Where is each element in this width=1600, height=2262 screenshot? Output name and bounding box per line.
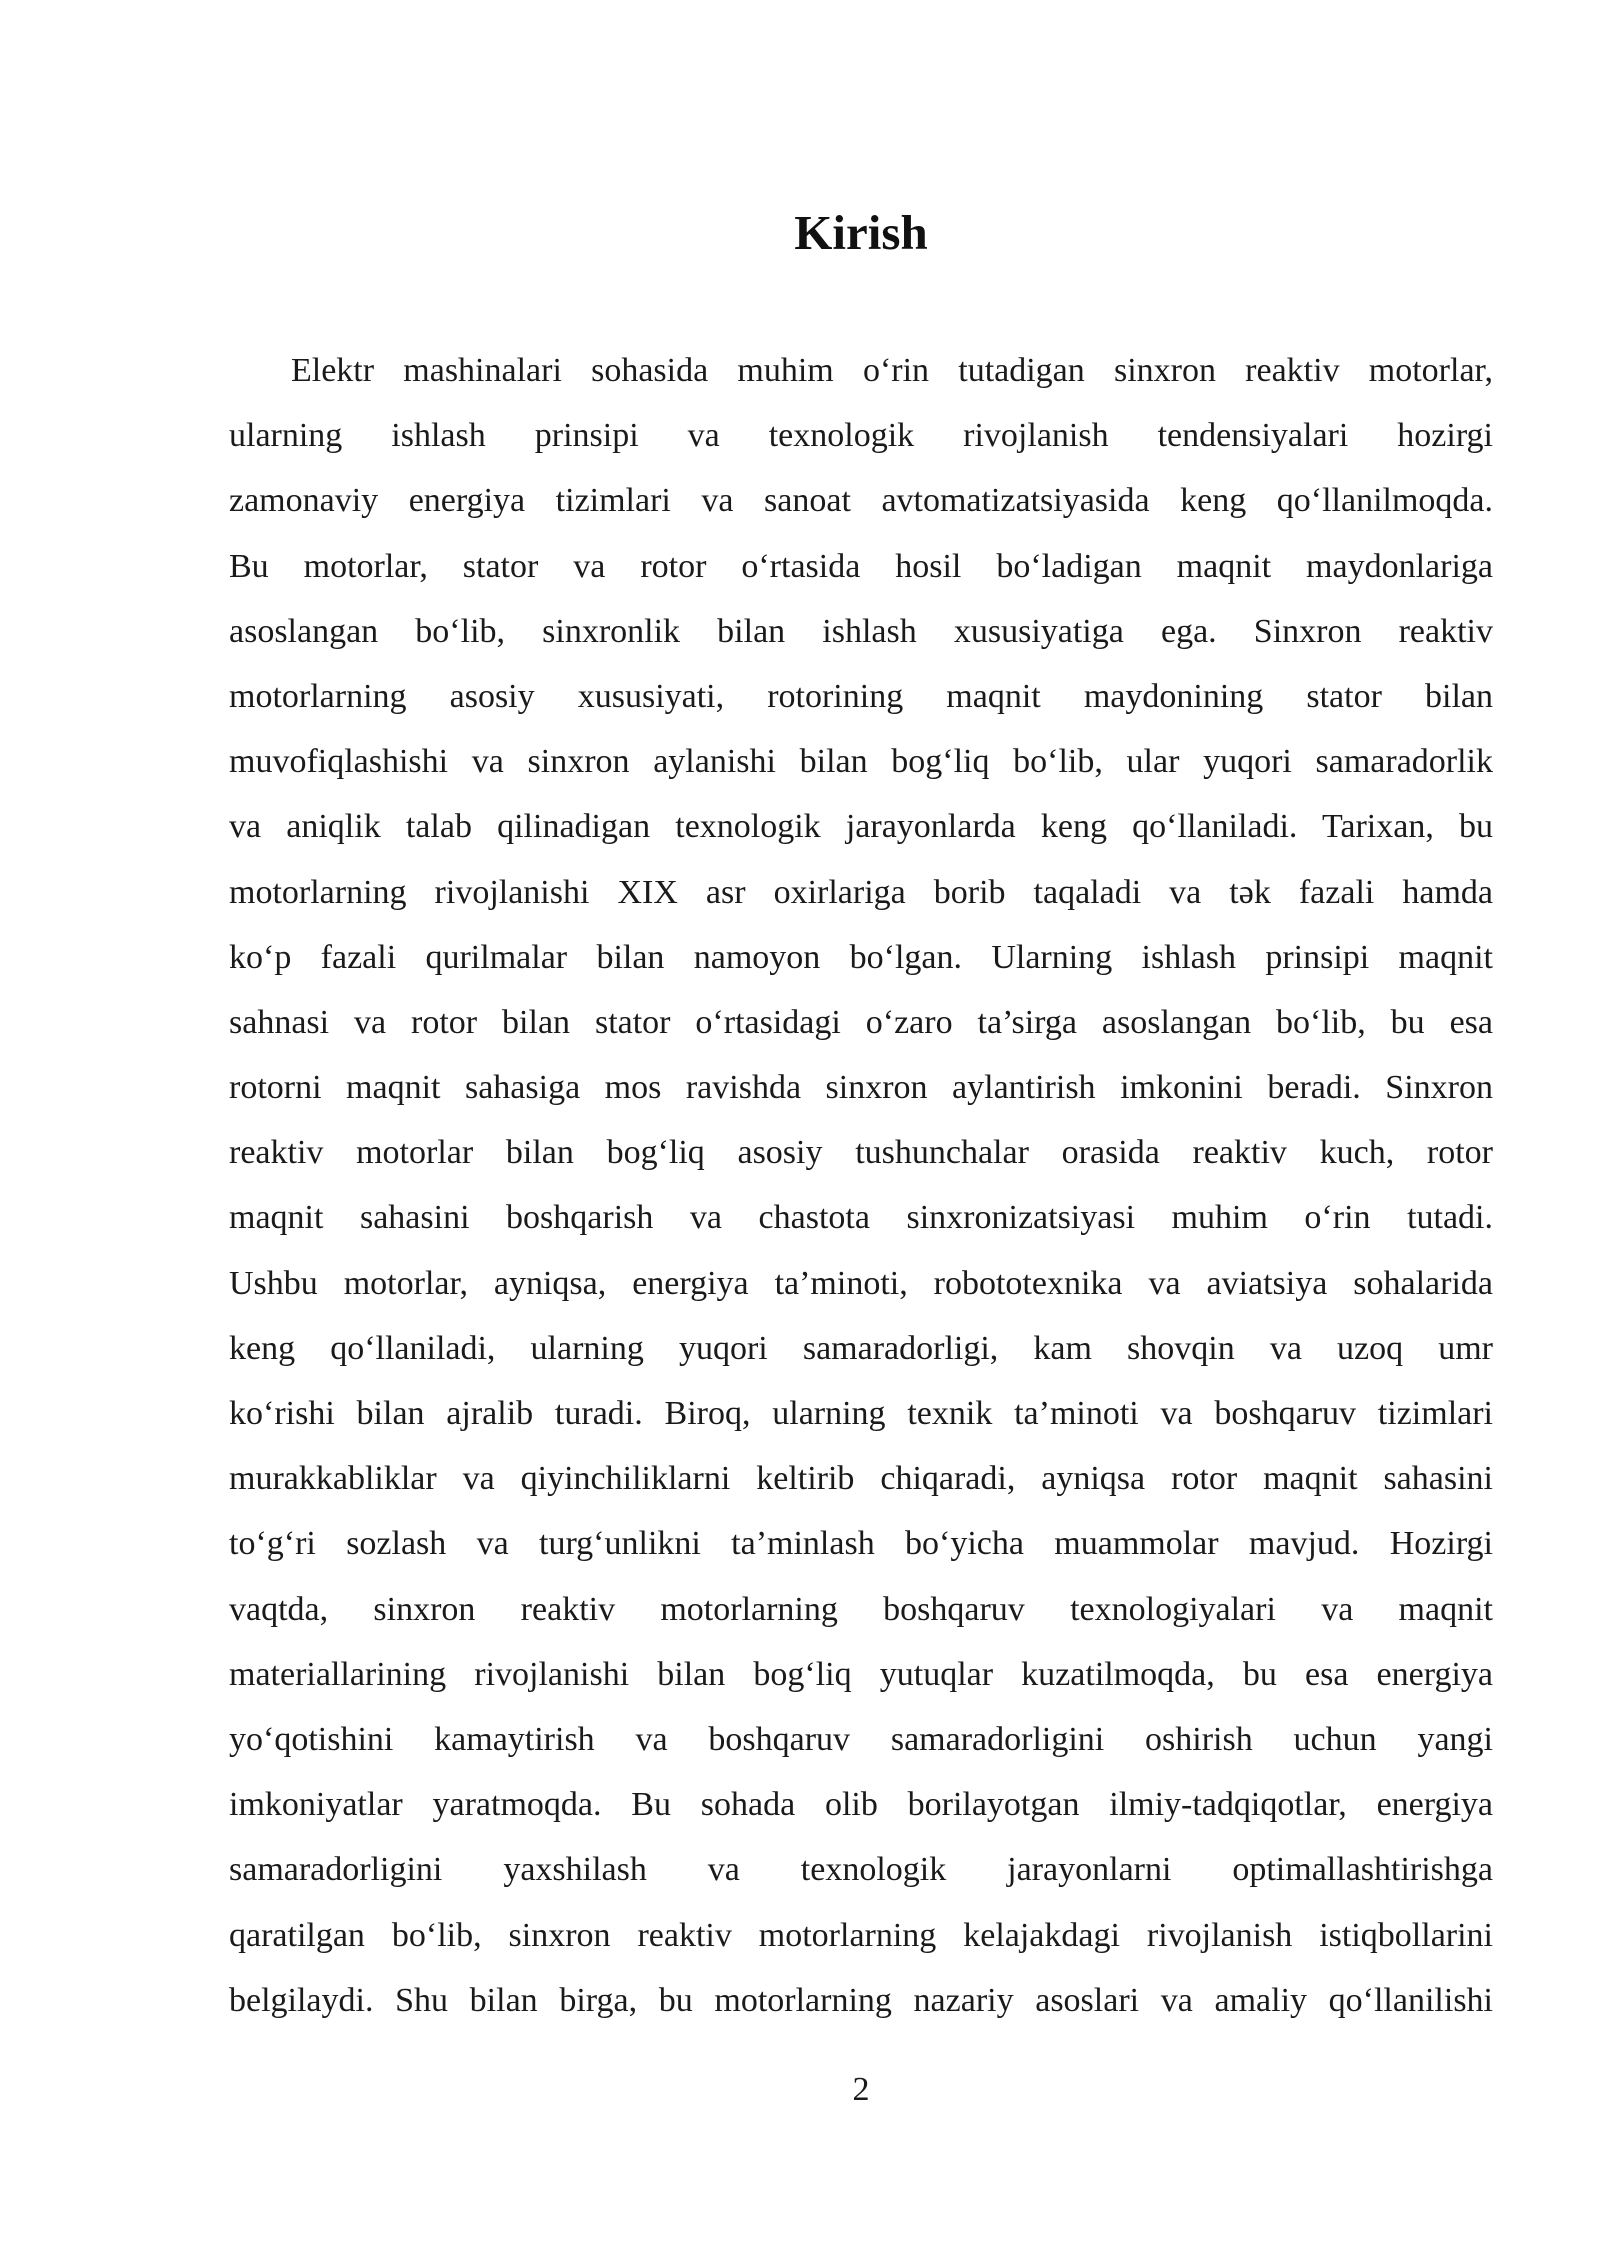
paragraph-line: vaqtda, sinxron reaktiv motorlarning boshqaruv texnologiyalari va maqnit [229,1590,1493,1628]
paragraph-line: zamonaviy energiya tizimlari va sanoat avtomatizatsiyasida keng qo‘llanilmoqda. [229,482,1493,520]
paragraph-line: motorlarning rivojlanishi XIX asr oxirlariga borib taqaladi va tək fazali hamda [229,873,1493,911]
paragraph-line: ularning ishlash prinsipi va texnologik rivojlanish tendensiyalari hozirgi [229,417,1493,455]
paragraph-line: to‘g‘ri sozlash va turg‘unlikni ta’minlash bo‘yicha muammolar mavjud. Hozirgi [229,1525,1493,1563]
paragraph-line: ko‘p fazali qurilmalar bilan namoyon bo‘lgan. Ularning ishlash prinsipi maqnit [229,938,1493,976]
paragraph-line: rotorni maqnit sahasiga mos ravishda sinxron aylantirish imkonini beradi. Sinxron [229,1069,1493,1107]
paragraph-line: materiallarining rivojlanishi bilan bog‘liq yutuqlar kuzatilmoqda, bu esa energiya [229,1655,1493,1693]
paragraph-line: asoslangan bo‘lib, sinxronlik bilan ishlash xususiyatiga ega. Sinxron reaktiv [229,612,1493,650]
paragraph-line: murakkabliklar va qiyinchiliklarni keltirib chiqaradi, ayniqsa rotor maqnit sahasini [229,1460,1493,1498]
page-title: Kirish [794,205,928,260]
paragraph-line: belgilaydi. Shu bilan birga, bu motorlarning nazariy asoslari va amaliy qo‘llanilishi [229,1981,1493,2019]
paragraph-line: Ushbu motorlar, ayniqsa, energiya ta’minoti, robototexnika va aviatsiya sohalarida [229,1264,1493,1302]
paragraph-line: imkoniyatlar yaratmoqda. Bu sohada olib borilayotgan ilmiy-tadqiqotlar, energiya [229,1786,1493,1824]
paragraph-line: ko‘rishi bilan ajralib turadi. Biroq, ularning texnik ta’minoti va boshqaruv tizimlari [229,1395,1493,1432]
body-paragraph [229,338,1493,2033]
page-number: 2 [852,2071,870,2108]
paragraph-line: samaradorligini yaxshilash va texnologik jarayonlarni optimallashtirishga [229,1851,1493,1889]
paragraph-line: yo‘qotishini kamaytirish va boshqaruv samaradorligini oshirish uchun yangi [229,1720,1493,1758]
paragraph-line: motorlarning asosiy xususiyati, rotorining maqnit maydonining stator bilan [229,677,1493,715]
paragraph-line: reaktiv motorlar bilan bog‘liq asosiy tushunchalar orasida reaktiv kuch, rotor [229,1134,1493,1172]
paragraph-line: sahnasi va rotor bilan stator o‘rtasidagi o‘zaro ta’sirga asoslangan bo‘lib, bu esa [229,1003,1493,1041]
paragraph-line: qaratilgan bo‘lib, sinxron reaktiv motorlarning kelajakdagi rivojlanish istiqbollarini [229,1916,1493,1954]
paragraph-line: va aniqlik talab qilinadigan texnologik jarayonlarda keng qo‘llaniladi. Tarixan, bu [229,808,1493,846]
paragraph-line: keng qo‘llaniladi, ularning yuqori samaradorligi, kam shovqin va uzoq umr [229,1329,1493,1367]
paragraph-line: Elektr mashinalari sohasida muhim o‘rin tutadigan sinxron reaktiv motorlar, [291,352,1493,389]
paragraph-line: Bu motorlar, stator va rotor o‘rtasida hosil bo‘ladigan maqnit maydonlariga [229,547,1493,585]
paragraph-line: muvofiqlashishi va sinxron aylanishi bilan bog‘liq bo‘lib, ular yuqori samaradorlik [229,743,1493,781]
paragraph-line: maqnit sahasini boshqarish va chastota sinxronizatsiyasi muhim o‘rin tutadi. [229,1199,1493,1237]
